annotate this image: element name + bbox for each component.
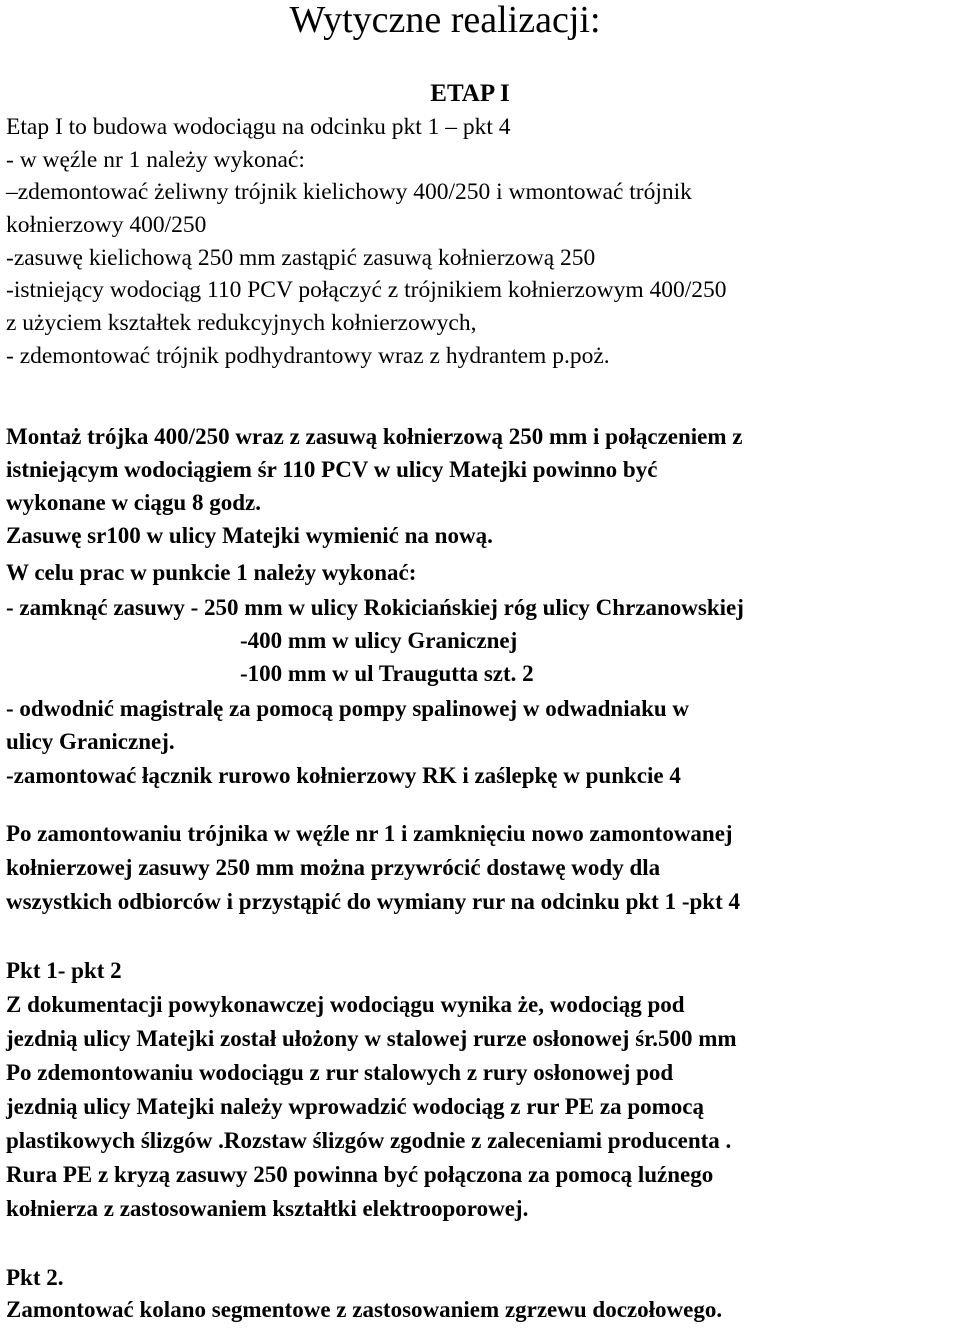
paragraph-line: Pkt 1- pkt 2 (6, 958, 122, 983)
paragraph-line: jezdnią ulicy Matejki należy wprowadzić wodociąg z rur PE za pomocą (6, 1094, 705, 1119)
paragraph-line: Zamontować kolano segmentowe z zastosowaniem zgrzewu doczołowego. (6, 1297, 723, 1322)
paragraph-line: -istniejący wodociąg 110 PCV połączyć z trójnikiem kołnierzowym 400/250 (6, 277, 727, 303)
paragraph-line: kołnierzowy 400/250 (6, 212, 207, 238)
paragraph-line: Z dokumentacji powykonawczej wodociągu wynika że, wodociąg pod (6, 992, 685, 1017)
paragraph-line: - zdemontować trójnik podhydrantowy wraz z hydrantem p.poż. (6, 343, 610, 369)
paragraph-line: Rura PE z kryzą zasuwy 250 powinna być połączona za pomocą luźnego (6, 1162, 714, 1187)
paragraph-line: –zdemontować żeliwny trójnik kielichowy 400/250 i wmontować trójnik (6, 179, 692, 205)
paragraph-line: wszystkich odbiorców i przystąpić do wymiany rur na odcinku pkt 1 -pkt 4 (6, 889, 740, 914)
paragraph-line: kołnierzowej zasuwy 250 mm można przywrócić dostawę wody dla (6, 855, 661, 880)
paragraph-line: W celu prac w punkcie 1 należy wykonać: (6, 560, 417, 585)
paragraph-line: - zamknąć zasuwy - 250 mm w ulicy Rokiciańskiej róg ulicy Chrzanowskiej (6, 595, 744, 620)
paragraph-line: -zamontować łącznik rurowo kołnierzowy RK i zaślepkę w punkcie 4 (6, 763, 681, 788)
paragraph-line: z użyciem kształtek redukcyjnych kołnierzowych, (6, 310, 477, 336)
paragraph-line: - odwodnić magistralę za pomocą pompy spalinowej w odwadniaku w (6, 696, 690, 721)
paragraph-line: -zasuwę kielichową 250 mm zastąpić zasuwą kołnierzową 250 (6, 245, 596, 271)
paragraph-line: Po zdemontowaniu wodociągu z rur stalowych z rury osłonowej pod (6, 1060, 674, 1085)
paragraph-line: ulicy Granicznej. (6, 729, 175, 754)
paragraph-line: kołnierza z zastosowaniem kształtki elektrooporowej. (6, 1196, 529, 1221)
stage-heading: ETAP I (430, 80, 510, 107)
paragraph-line: - w węźle nr 1 należy wykonać: (6, 147, 305, 173)
paragraph-line: Po zamontowaniu trójnika w węźle nr 1 i zamknięciu nowo zamontowanej (6, 821, 733, 846)
paragraph-line: Montaż trójka 400/250 wraz z zasuwą kołnierzową 250 mm i połączeniem z (6, 424, 743, 449)
paragraph-line: jezdnią ulicy Matejki został ułożony w stalowej rurze osłonowej śr.500 mm (6, 1026, 737, 1051)
paragraph-line: Pkt 2. (6, 1265, 64, 1290)
paragraph-line: plastikowych ślizgów .Rozstaw ślizgów zgodnie z zaleceniami producenta . (6, 1128, 732, 1153)
paragraph-line: wykonane w ciągu 8 godz. (6, 490, 261, 515)
paragraph-line: istniejącym wodociągiem śr 110 PCV w ulicy Matejki powinno być (6, 457, 658, 482)
paragraph-line: Etap I to budowa wodociągu na odcinku pkt 1 – pkt 4 (6, 114, 511, 140)
paragraph-line: Zasuwę sr100 w ulicy Matejki wymienić na nową. (6, 523, 493, 548)
document-title: Wytyczne realizacji: (289, 0, 601, 41)
paragraph-line: -400 mm w ulicy Granicznej (240, 628, 518, 653)
paragraph-line: -100 mm w ul Traugutta szt. 2 (240, 661, 534, 686)
